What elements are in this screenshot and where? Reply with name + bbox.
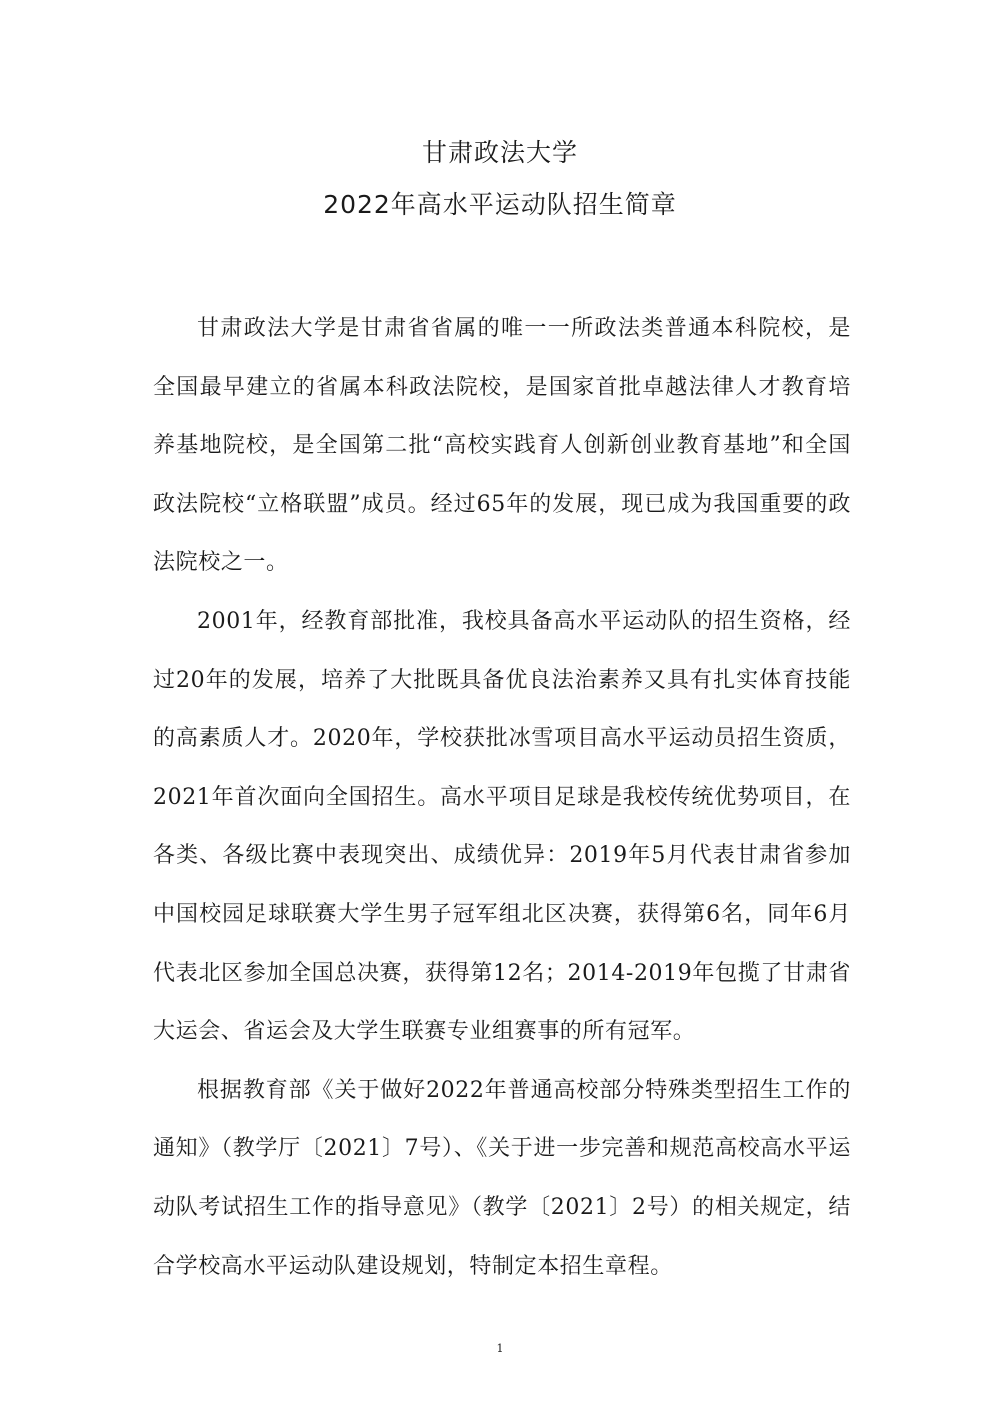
paragraph-history: 2001年，经教育部批准，我校具备高水平运动队的招生资格，经过20年的发展，培养了大批既具备优良法治素养又具有扎实体育技能的高素质人才。2020年，学校获批冰雪项目高水平运动员招生资质，2021年首次面向全国招生。高水平项目足球是我校传统优势项目，在各类、各级比赛中表现突出、成绩优异：2019年5月代表甘肃省参加中国校园足球联赛大学生男子冠军组北区决赛，获得第6名，同年6月代表北区参加全国总决赛，获得第12名；2014-2019年包揽了甘肃省大运会、省运会及大学生联赛专业组赛事的所有冠军。 — [153, 608, 851, 1045]
document-subtitle: 2022年高水平运动队招生简章 — [323, 190, 677, 219]
paragraph-intro: 甘肃政法大学是甘肃省省属的唯一一所政法类普通本科院校，是全国最早建立的省属本科政法院校，是国家首批卓越法律人才教育培养基地院校，是全国第二批“高校实践育人创新创业教育基地”和全国政法院校“立格联盟”成员。经过65年的发展，现已成为我国重要的政法院校之一。 — [153, 316, 851, 576]
document-title: 甘肃政法大学 — [421, 138, 578, 167]
document-body — [153, 300, 851, 1296]
paragraph-basis: 根据教育部《关于做好2022年普通高校部分特殊类型招生工作的通知》（教学厅〔2021〕7号）、《关于进一步完善和规范高校高水平运动队考试招生工作的指导意见》（教学〔2021〕2号）的相关规定，结合学校高水平运动队建设规划，特制定本招生章程。 — [153, 1077, 851, 1279]
page-number: 1 — [496, 1342, 504, 1355]
